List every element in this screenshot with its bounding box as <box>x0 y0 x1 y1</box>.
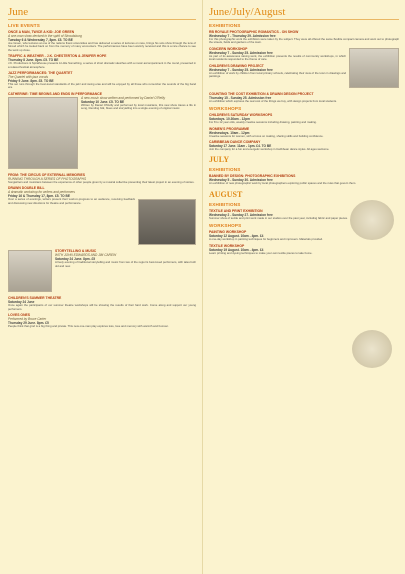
event-title: FROM: THE CIRCUS OF EXTERNAL MEMORIES <box>8 172 85 177</box>
event-subtitle: Performed by Bruce Carter <box>8 317 47 322</box>
exhibition-item <box>209 174 399 185</box>
event-body: A lively evening of traditional storytelling and music from two of the region's best-loved performers, with tales both old and new. <box>55 260 196 268</box>
exhibition-title: CHILDREN'S DRAWING PROJECT <box>209 63 264 68</box>
event-item <box>8 186 196 247</box>
event-body: This set runs through the best-loved standards of the jazz and swing eras and will be enjoyed by all those who remember the sounds of the big band era. <box>8 82 196 90</box>
event-title: STORYTELLING & MUSIC <box>55 249 97 254</box>
workshop-title: PAINTING WORKSHOP <box>209 230 247 235</box>
event-subtitle: A one-man show devised in the spirit of Stroudsburg <box>8 34 82 38</box>
section-exhibitions: EXHIBITIONS <box>209 23 241 28</box>
event-title: JAZZ PERFORMANCES: THE QUARTET <box>8 71 73 76</box>
workshop-date: Saturday 17 June. 11am - 1pm. £4. TO BE <box>209 144 272 149</box>
event-date: Tuesday 6 & Wednesday 7, 8pm. £5. TO BE <box>8 38 73 42</box>
event-item <box>8 173 196 184</box>
event-subtitle: The Quartet with jazz vocals <box>8 75 49 80</box>
event-subtitle: A dramatic workshop for writers and performers <box>8 190 76 195</box>
decorative-sketch <box>350 200 394 240</box>
workshop-title: TEXTILE WORKSHOP <box>209 243 245 248</box>
exhibition-body: Summer show of textile and print work made in our studios over the past year, including fabric and paper pieces. <box>209 215 348 220</box>
right-column <box>203 0 405 574</box>
section-exhibitions-august: EXHIBITIONS <box>209 201 241 207</box>
section-workshops-august: WORKSHOPS <box>209 223 242 229</box>
section-august: AUGUST <box>209 189 243 199</box>
event-date: Thursday 8 June. 8pm. £5. TO BE <box>8 58 59 63</box>
section-july: JULY <box>209 155 230 165</box>
event-body: Written by Daniel O'Reilly and performed by local musicians, this new show traces a life in song, blending folk, blues and storytelling into a single evening of original music. <box>81 102 196 111</box>
exhibition-date: Wednesday 2 - Sunday 27. Admission free <box>209 212 273 217</box>
exhibition-body: An exhibition which explores the real cost of the things we buy, with design projects from local students. <box>209 98 337 103</box>
left-column <box>0 0 202 574</box>
workshop-body: A one-day workshop in painting techniques for beginners and improvers. Materials provided. <box>209 237 323 242</box>
event-subtitle: A new music show written and performed by Daniel O'Reilly <box>81 95 166 100</box>
workshop-date: Wednesdays. 10am - 12pm <box>209 130 250 135</box>
event-body: Joe Green, who lectures at one of the nations finest universities and has delivered a series of lectures on race, brings his solo show through the lens of Stroud which he looked back on from the memory of many encounters. The performances have been warmly received and this is a rare chance to see the work up close. <box>8 41 196 52</box>
exhibition-title: BANNED BY DESIGN: PHOTOGRAPHIC EXHIBITIONS <box>209 174 296 179</box>
event-title: LOVES ONES <box>8 313 31 318</box>
event-title: CHILDREN'S SUMMER THEATRE <box>8 296 62 301</box>
event-title: ONCE A MAN, TWICE A KID: JOE GREEN <box>8 30 75 34</box>
workshop-item <box>209 113 399 124</box>
exhibition-title: CONCERN WORKSHOP <box>209 46 248 51</box>
event-subtitle: RUNNING THROUGH A SERIES OF PHOTOGRAPHS <box>8 176 87 181</box>
event-body: Once again the participants of our summer theatre workshops will be showing the results of their hard work. Come along and support our young performers. <box>8 303 196 311</box>
event-date: Thursday 29 June. 8pm. £5 <box>8 321 49 326</box>
musician-photo <box>8 250 52 292</box>
exhibition-body: As part of its awareness raising work, the exhibition presents the results of community workshops, in which local residents responded to the theme of care. <box>209 53 346 62</box>
workshop-item <box>209 127 399 138</box>
page-title-left: June <box>8 4 196 20</box>
exhibition-date: Thursday 15 - Sunday 25. Admission free <box>209 95 272 100</box>
exhibition-item <box>209 47 399 62</box>
workshop-date: Saturday 19 August. 10am - 4pm. £4 <box>209 247 264 252</box>
exhibition-body: For this photographic work the exhibitors were taken by the subject. They were all offered the same flexible compact camera and went out to photograph the streets, fields and gardens of the town. <box>209 37 399 45</box>
section-workshops: WORKSHOPS <box>209 106 242 112</box>
workshop-date: Saturdays. 10.30am - 12pm <box>209 117 250 122</box>
event-item <box>8 296 196 311</box>
page-title-right: June/July/August <box>209 4 399 20</box>
event-body: J.K. Productions & Spiralhouse presents A Little Something, a series of short dramatic sketches with a music accompaniment in the round, presented in a relaxed festival atmosphere. <box>8 61 196 69</box>
exhibition-title: TEXTILE AND PRINT EXHIBITION <box>209 208 263 213</box>
exhibition-date: Wednesday 7 - Sunday 25. Admission free <box>209 50 273 55</box>
exhibition-body: An exhibition of work by children from local primary schools, celebrating their view of the town in drawings and paintings. <box>209 70 346 79</box>
event-date: Saturday 24 June <box>8 300 35 305</box>
exhibition-title: COUNTING THE COST EXHIBITION & DRAWN DESIGN PROJECT <box>209 91 314 96</box>
exhibition-item <box>209 92 399 103</box>
workshop-body: For 8 to 12 year olds, weekly creative sessions including drawing, painting and making. <box>209 120 317 125</box>
event-date: Saturday 24 June. 8pm. £5 <box>55 257 96 262</box>
event-body: Songwriters and musicians between the experience of other people given by a musical collective presenting their latest project in an evening of stories. <box>8 179 195 184</box>
event-item <box>8 54 196 69</box>
workshop-title: WOMEN'S PROGRAMME <box>209 126 250 131</box>
event-subtitle: WITH JOHN EDWARDS AND JIM CAREW <box>55 253 117 258</box>
exhibition-date: Wednesday 7 - Sunday 25. Admission free <box>209 67 273 72</box>
decorative-sketch <box>352 330 392 368</box>
exhibition-body: An exhibition of new photographic work by local photographers exploring public spaces and the rules that govern them. <box>209 181 357 186</box>
exhibition-title: RB ROYALE PHOTOGRAPHIC ROMANTICS - ON SHOW <box>209 30 299 34</box>
exhibition-photo <box>349 48 399 88</box>
event-date: Friday 16 & Thursday 17, 8pm. £5. TO BE <box>8 194 70 199</box>
event-date: Saturday 10 June. £5. TO BE <box>81 99 125 104</box>
workshop-item <box>209 140 399 151</box>
workshop-body: Learn printing and dyeing techniques to make your own textile pieces to take home. <box>209 250 313 255</box>
section-live-events: LIVE EVENTS <box>8 23 41 28</box>
event-body: Over a series of evenings, writers present their work-in-progress to an audience, receiving feedback and discussing new directions for theatre and performance. <box>8 197 135 205</box>
exhibition-date: Wednesday 5 - Sunday 30. Admission free <box>209 178 273 183</box>
exhibition-item <box>209 30 399 45</box>
event-item <box>8 313 196 328</box>
event-date: Friday 9 June. 8pm. £5. TO BE <box>8 79 54 84</box>
event-item <box>8 92 196 171</box>
workshop-title: CHILDREN'S SATURDAY WORKSHOPS <box>209 113 273 118</box>
workshop-title: CARIBBEAN DANCE COMPANY <box>209 140 261 145</box>
section-exhibitions-july: EXHIBITIONS <box>209 167 241 173</box>
event-title: TRAFFIC & WEATHER - J.K. CHESTERTON & JENIFER HOPE <box>8 54 107 59</box>
workshop-body: Creative sessions for women, with a focus on making, sharing skills and building confidence. <box>209 133 324 138</box>
workshop-item <box>209 244 399 255</box>
event-title: CATHERINE: TIME BEGINS AND ENDS IN PERFORMANCE <box>8 91 102 96</box>
group-photo <box>138 199 196 245</box>
workshop-body: Join the company for a fun and energetic workshop in Caribbean dance styles. All ages welcome. <box>209 147 330 152</box>
event-item <box>8 249 196 294</box>
event-item <box>8 30 196 52</box>
exhibition-date: Wednesday 7 - Thursday 29. Admission free <box>209 34 276 38</box>
workshop-date: Saturday 12 August. 10am - 4pm. £4 <box>209 234 264 239</box>
event-body: People think that grief is a big thing and private. This new one-man play explores loss, love and memory with warmth and humour. <box>8 324 169 329</box>
performer-photo <box>8 97 78 169</box>
event-item <box>8 71 196 90</box>
event-title: DRAWN DOUBLE BILL <box>8 186 45 191</box>
